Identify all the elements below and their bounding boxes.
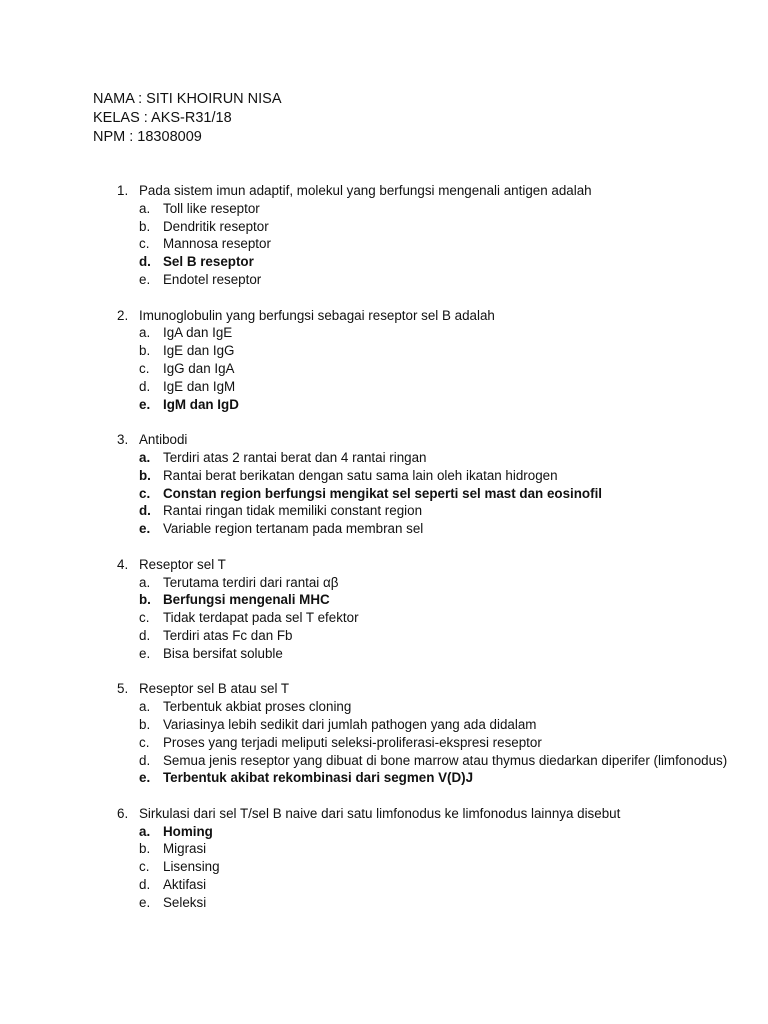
answer-option [139,235,737,253]
answer-option [139,449,737,467]
question-1 [117,182,737,289]
answer-option [139,342,737,360]
option-letter: d. [139,378,151,394]
option-text: Semua jenis reseptor yang dibuat di bone marrow atau thymus diedarkan diperifer (limfonodus) [163,752,728,768]
student-name: NAMA : SITI KHOIRUN NISA [93,91,282,107]
option-text: Variasinya lebih sedikit dari jumlah pathogen yang ada didalam [163,716,537,732]
option-text: Tidak terdapat pada sel T efektor [163,610,359,626]
option-letter: a. [139,200,151,216]
answer-option [139,716,737,734]
option-text: Rantai ringan tidak memiliki constant region [163,503,423,519]
answer-option [139,609,737,627]
answer-option [139,360,737,378]
answer-option [139,823,737,841]
question-stem [117,805,737,823]
option-text: Rantai berat berikatan dengan satu sama lain oleh ikatan hidrogen [163,467,558,483]
option-letter: c. [139,236,150,252]
option-letter: d. [139,627,151,643]
student-npm: NPM : 18308009 [93,129,202,145]
option-text: Homing [163,823,213,839]
question-stem [117,680,737,698]
option-text: Dendritik reseptor [163,218,269,234]
option-letter: b. [139,343,151,359]
option-text: IgG dan IgA [163,360,235,376]
option-text: Migrasi [163,841,207,857]
answer-option [139,769,737,787]
option-letter: d. [139,503,151,519]
option-text: Mannosa reseptor [163,236,271,252]
question-text: Imunoglobulin yang berfungsi sebagai reseptor sel B adalah [139,307,495,323]
option-letter: b. [139,467,151,483]
question-number: 3. [117,432,129,448]
option-letter: c. [139,859,150,875]
question-4 [117,556,737,663]
option-letter: c. [139,610,150,626]
answer-option [139,752,737,770]
answer-option [139,858,737,876]
answer-option [139,698,737,716]
answer-option [139,574,737,592]
question-text: Reseptor sel T [139,556,226,572]
answer-option [139,467,737,485]
option-text: Bisa bersifat soluble [163,645,283,661]
question-stem [117,307,737,325]
question-list [117,182,737,929]
option-letter: d. [139,254,151,270]
option-letter: e. [139,271,151,287]
student-header [93,90,282,147]
question-stem [117,431,737,449]
answer-option [139,876,737,894]
question-number: 2. [117,307,129,323]
student-class: KELAS : AKS-R31/18 [93,110,232,126]
option-letter: d. [139,752,151,768]
answer-option [139,218,737,236]
option-text: Terdiri atas Fc dan Fb [163,627,293,643]
answer-option [139,253,737,271]
option-letter: e. [139,521,151,537]
answer-option [139,627,737,645]
option-text: Sel B reseptor [163,254,254,270]
question-number: 6. [117,805,129,821]
option-letter: e. [139,894,151,910]
answer-option [139,378,737,396]
question-stem [117,182,737,200]
question-number: 5. [117,681,129,697]
question-text: Antibodi [139,432,188,448]
option-text: Terbentuk akbiat proses cloning [163,699,352,715]
question-text: Reseptor sel B atau sel T [139,681,290,697]
option-letter: d. [139,877,151,893]
answer-option [139,894,737,912]
option-letter: a. [139,699,151,715]
option-letter: e. [139,770,151,786]
option-text: Aktifasi [163,877,207,893]
option-letter: c. [139,485,151,501]
answer-option [139,840,737,858]
question-5 [117,680,737,787]
question-number: 4. [117,556,129,572]
question-number: 1. [117,183,129,198]
option-text: Lisensing [163,859,220,875]
answer-option [139,200,737,218]
question-stem [117,556,737,574]
option-text: IgE dan IgG [163,343,235,359]
option-text: IgA dan IgE [163,325,233,341]
answer-option [139,734,737,752]
option-text: Terutama terdiri dari rantai αβ [163,574,339,590]
answer-option [139,502,737,520]
option-letter: e. [139,396,151,412]
option-letter: b. [139,592,151,608]
answer-option [139,485,737,503]
answer-option [139,324,737,342]
option-text: IgE dan IgM [163,378,236,394]
question-6 [117,805,737,912]
option-letter: a. [139,574,151,590]
option-text: IgM dan IgD [163,396,239,412]
option-text: Berfungsi mengenali MHC [163,592,330,608]
question-2 [117,307,737,414]
question-text: Pada sistem imun adaptif, molekul yang berfungsi mengenali antigen adalah [139,183,592,198]
option-letter: e. [139,645,151,661]
option-text: Constan region berfungsi mengikat sel seperti sel mast dan eosinofil [163,485,603,501]
question-text: Sirkulasi dari sel T/sel B naive dari satu limfonodus ke limfonodus lainnya disebut [139,805,621,821]
answer-option [139,645,737,663]
option-letter: b. [139,841,151,857]
option-text: Seleksi [163,894,207,910]
option-text: Variable region tertanam pada membran sel [163,521,424,537]
option-text: Endotel reseptor [163,271,262,287]
option-letter: a. [139,823,151,839]
answer-option [139,396,737,414]
option-text: Proses yang terjadi meliputi seleksi-proliferasi-ekspresi reseptor [163,734,542,750]
option-letter: b. [139,716,151,732]
option-text: Terbentuk akibat rekombinasi dari segmen V(D)J [163,770,474,786]
question-3 [117,431,737,538]
answer-option [139,591,737,609]
option-text: Terdiri atas 2 rantai berat dan 4 rantai ringan [163,449,427,465]
option-letter: a. [139,325,151,341]
option-letter: a. [139,449,151,465]
option-letter: c. [139,360,150,376]
option-text: Toll like reseptor [163,200,260,216]
option-letter: c. [139,734,150,750]
answer-option [139,520,737,538]
answer-option [139,271,737,289]
option-letter: b. [139,218,151,234]
